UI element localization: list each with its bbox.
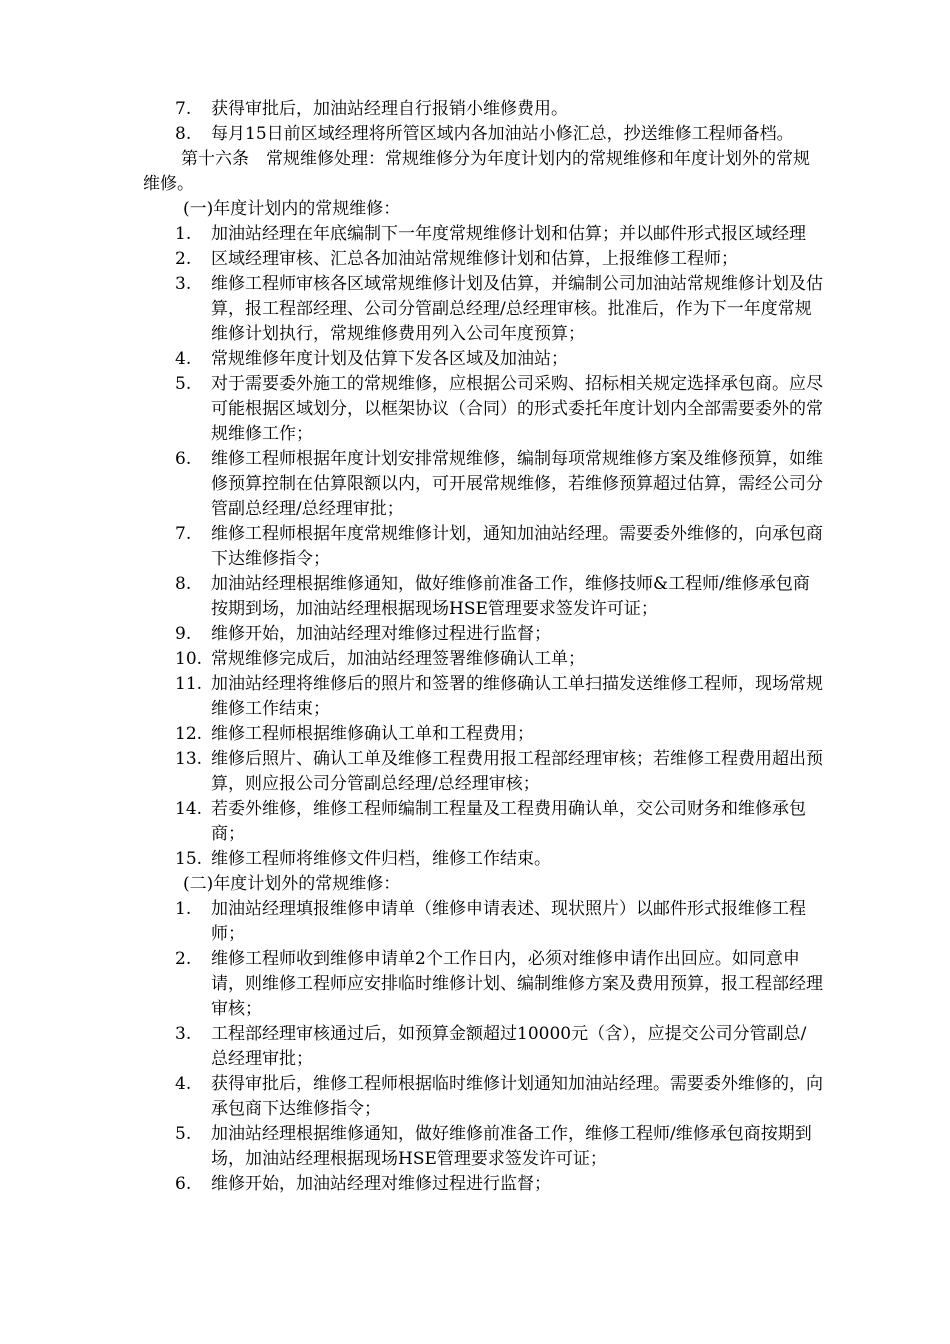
article-16: 第十六条 常规维修处理：常规维修分为年度计划内的常规维修和年度计划外的常规维修。: [143, 149, 810, 194]
list-item-text: 维修工程师根据维修确认工单和工程费用；: [211, 724, 534, 744]
list-item: [143, 647, 823, 672]
list-item-number: 11.: [175, 674, 203, 694]
list-item-number: 14.: [175, 799, 203, 819]
list-item-text: 加油站经理在年底编制下一年度常规维修计划和估算；并以邮件形式报区域经理: [211, 224, 806, 244]
list-item-text: 获得审批后，加油站经理自行报销小维修费用。: [211, 99, 568, 119]
list-item: [143, 272, 823, 347]
section2-heading: (二)年度计划外的常规维修：: [183, 874, 401, 894]
list-item-text: 常规维修完成后，加油站经理签署维修确认工单；: [211, 649, 585, 669]
list-item: [143, 797, 823, 847]
section1-list: [143, 222, 823, 872]
list-item: [143, 847, 823, 872]
list-item: [143, 722, 823, 747]
list-item: [143, 747, 823, 797]
list-item-number: 1.: [175, 899, 192, 919]
list-item-text: 维修开始，加油站经理对维修过程进行监督；: [211, 1174, 551, 1194]
list-item-text: 工程部经理审核通过后，如预算金额超过10000元（含），应提交公司分管副总/总经理审批；: [211, 1024, 807, 1069]
list-item-text: 维修工程师根据年度常规维修计划，通知加油站经理。需要委外维修的，向承包商下达维修指令；: [211, 524, 823, 569]
list-item-text: 维修开始，加油站经理对维修过程进行监督；: [211, 624, 551, 644]
list-item-number: 10.: [175, 649, 203, 669]
list-item-text: 常规维修年度计划及估算下发各区域及加油站；: [211, 349, 568, 369]
list-item-number: 2.: [175, 949, 192, 969]
list-item: [143, 1122, 823, 1172]
list-item-text: 加油站经理填报维修申请单（维修申请表述、现状照片）以邮件形式报维修工程师；: [211, 899, 806, 944]
list-item: [143, 572, 823, 622]
list-item-text: 若委外维修，维修工程师编制工程量及工程费用确认单，交公司财务和维修承包商；: [211, 799, 806, 844]
list-item-number: 5.: [175, 374, 192, 394]
list-item-text: 获得审批后，维修工程师根据临时维修计划通知加油站经理。需要委外维修的，向承包商下达维修指令；: [211, 1074, 823, 1119]
list-item: [143, 222, 823, 247]
list-item-text: 维修后照片、确认工单及维修工程费用报工程部经理审核；若维修工程费用超出预算，则应报公司分管副总经理/总经理审核；: [211, 749, 823, 794]
list-item-number: 8.: [175, 574, 192, 594]
list-item-number: 5.: [175, 1124, 192, 1144]
list-item-number: 7.: [175, 99, 192, 119]
list-item-number: 9.: [175, 624, 192, 644]
list-item: [143, 622, 823, 647]
list-item: [143, 372, 823, 447]
list-item-text: 加油站经理根据维修通知，做好维修前准备工作，维修技师&工程师/维修承包商按期到场，加油站经理根据现场HSE管理要求签发许可证；: [211, 574, 810, 619]
list-item-number: 15.: [175, 849, 203, 869]
section2-list: [143, 897, 823, 1197]
list-item: [143, 247, 823, 272]
list-item: [143, 672, 823, 722]
list-item-number: 7.: [175, 524, 192, 544]
list-item-number: 6.: [175, 1174, 192, 1194]
list-item-number: 3.: [175, 274, 192, 294]
list-item-text: 加油站经理根据维修通知，做好维修前准备工作，维修工程师/维修承包商按期到场，加油站经理根据现场HSE管理要求签发许可证；: [211, 1124, 812, 1169]
list-item-number: 1.: [175, 224, 192, 244]
list-item-text: 维修工程师根据年度计划安排常规维修，编制每项常规维修方案及维修预算，如维修预算控制在估算限额以内，可开展常规维修，若维修预算超过估算，需经公司分管副总经理/总经理审批；: [211, 449, 823, 519]
list-item-text: 每月15日前区域经理将所管区域内各加油站小修汇总，抄送维修工程师备档。: [211, 124, 794, 144]
list-item-number: 4.: [175, 1074, 192, 1094]
list-item: [143, 1072, 823, 1122]
list-item-number: 2.: [175, 249, 192, 269]
pre-list: [143, 97, 823, 147]
list-item: [143, 347, 823, 372]
list-item-text: 维修工程师收到维修申请单2个工作日内，必须对维修申请作出回应。如同意申请，则维修工程师应安排临时维修计划、编制维修方案及费用预算，报工程部经理审核；: [211, 949, 823, 1019]
list-item: [143, 97, 823, 122]
list-item-number: 8.: [175, 124, 192, 144]
list-item: [143, 1172, 823, 1197]
list-item: [143, 122, 823, 147]
list-item: [143, 447, 823, 522]
list-item: [143, 522, 823, 572]
list-item-number: 13.: [175, 749, 203, 769]
list-item-number: 3.: [175, 1024, 192, 1044]
list-item-text: 维修工程师将维修文件归档，维修工作结束。: [211, 849, 551, 869]
list-item: [143, 947, 823, 1022]
list-item-text: 维修工程师审核各区域常规维修计划及估算，并编制公司加油站常规维修计划及估算，报工程部经理、公司分管副总经理/总经理审核。批准后，作为下一年度常规维修计划执行，常规维修费用列入公司年度预算；: [211, 274, 823, 344]
document-body: [143, 97, 823, 1197]
list-item: [143, 897, 823, 947]
list-item-number: 6.: [175, 449, 192, 469]
list-item-text: 加油站经理将维修后的照片和签署的维修确认工单扫描发送维修工程师，现场常规维修工作结束；: [211, 674, 823, 719]
list-item-number: 12.: [175, 724, 203, 744]
list-item-text: 区域经理审核、汇总各加油站常规维修计划和估算，上报维修工程师；: [211, 249, 738, 269]
list-item-text: 对于需要委外施工的常规维修，应根据公司采购、招标相关规定选择承包商。应尽可能根据区域划分，以框架协议（合同）的形式委托年度计划内全部需要委外的常规维修工作；: [211, 374, 823, 444]
section1-heading: (一)年度计划内的常规维修：: [183, 199, 401, 219]
list-item-number: 4.: [175, 349, 192, 369]
list-item: [143, 1022, 823, 1072]
